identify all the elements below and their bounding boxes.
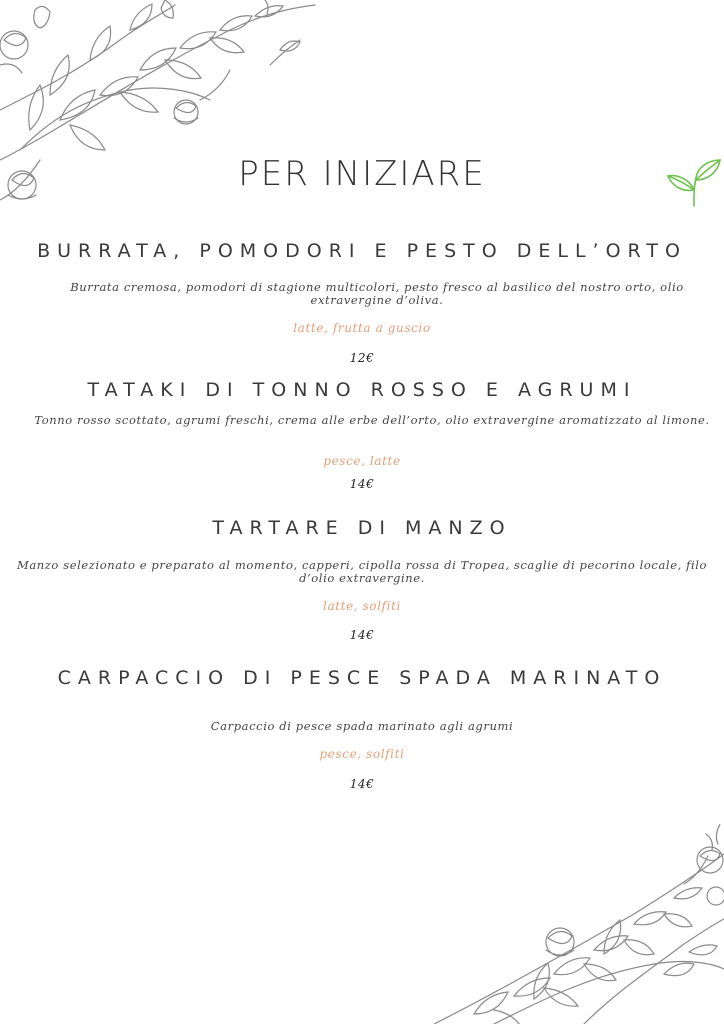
dish-name: TARTARE DI MANZO bbox=[212, 517, 512, 539]
dish-name: BURRATA, POMODORI E PESTO DELL’ORTO bbox=[37, 240, 687, 262]
floral-decoration-bottom-right bbox=[434, 824, 724, 1024]
dish-name: CARPACCIO DI PESCE SPADA MARINATO bbox=[57, 667, 667, 689]
dish-allergens: pesce, latte bbox=[323, 454, 401, 468]
dish-description: Burrata cremosa, pomodori di stagione multicolori, pesto fresco al basilico del nostro orto, olio extravergine d’oliva. bbox=[70, 280, 684, 307]
dish-price: 14€ bbox=[349, 477, 375, 491]
section-title: PER INIZIARE bbox=[238, 154, 486, 194]
dish-price: 14€ bbox=[349, 628, 375, 642]
dish-allergens: latte, solfiti bbox=[323, 599, 401, 613]
floral-decoration-top-left bbox=[0, 0, 320, 230]
dish-name: TATAKI DI TONNO ROSSO E AGRUMI bbox=[87, 379, 637, 401]
dish-price: 14€ bbox=[349, 777, 375, 791]
dish-price: 12€ bbox=[349, 351, 375, 365]
dish-description: Carpaccio di pesce spada marinato agli agrumi bbox=[210, 719, 514, 733]
dish-allergens: pesce, solfiti bbox=[319, 747, 405, 761]
dish-description: Tonno rosso scottato, agrumi freschi, crema alle erbe dell’orto, olio extravergine aromatizzato al limone. bbox=[34, 413, 710, 427]
dish-allergens: latte, frutta a guscio bbox=[293, 321, 431, 335]
dish-description: Manzo selezionato e preparato al momento, capperi, cipolla rossa di Tropea, scaglie di pecorino locale, filo d’olio extravergine. bbox=[16, 558, 708, 585]
